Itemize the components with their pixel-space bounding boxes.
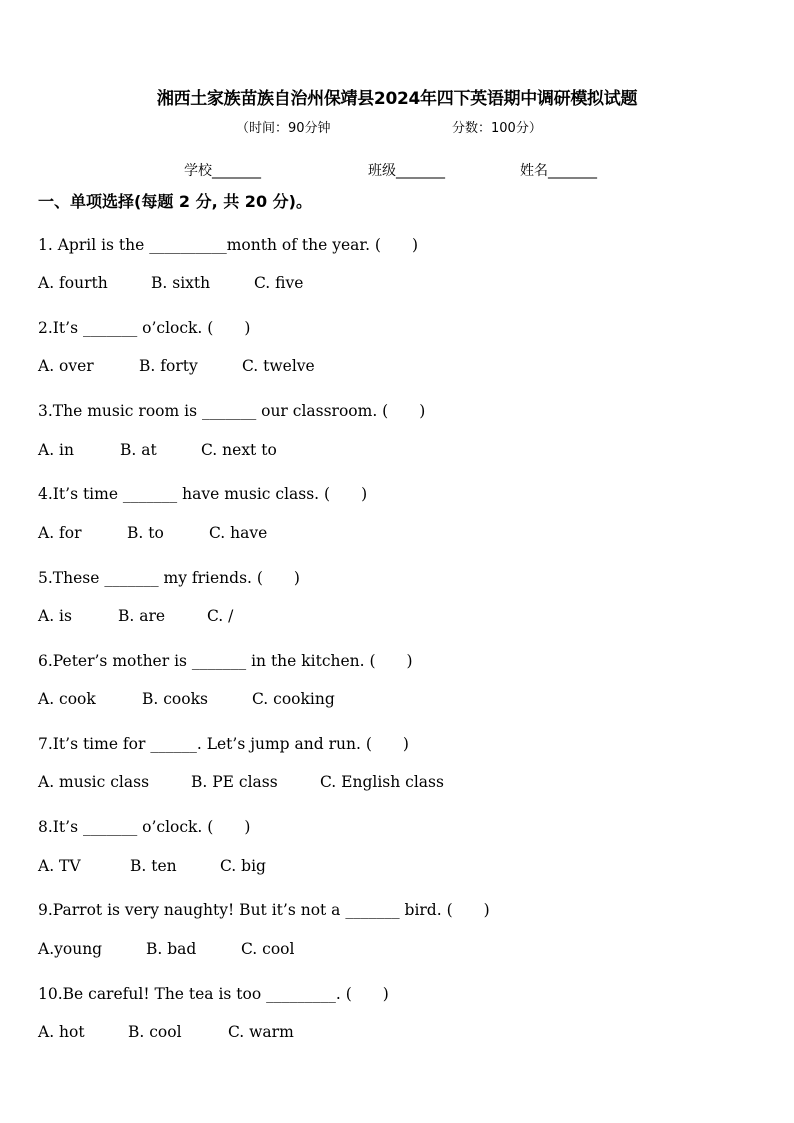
options-4 bbox=[38, 524, 267, 542]
options-3 bbox=[38, 441, 277, 459]
options-5 bbox=[38, 607, 233, 625]
option-b: B. PE class bbox=[191, 773, 278, 791]
option-c: C. warm bbox=[228, 1023, 294, 1041]
question-10: 10.Be careful! The tea is too _________. ( ) bbox=[38, 985, 389, 1003]
question-4: 4.It’s time _______ have music class. ( ) bbox=[38, 485, 368, 503]
option-b: B. at bbox=[120, 441, 157, 459]
option-c: C. / bbox=[207, 607, 234, 625]
option-a: A. fourth bbox=[38, 274, 108, 292]
option-c: C. English class bbox=[320, 773, 444, 791]
option-b: B. ten bbox=[130, 857, 177, 875]
question-2: 2.It’s _______ o’clock. ( ) bbox=[38, 319, 251, 337]
option-a: A. for bbox=[38, 524, 82, 542]
exam-title: 湘西土家族苗族自治州保靖县2024年四下英语期中调研模拟试题 bbox=[156, 89, 638, 109]
question-6: 6.Peter’s mother is _______ in the kitchen. ( ) bbox=[38, 652, 413, 670]
option-a: A.young bbox=[38, 940, 103, 958]
option-c: C. cool bbox=[241, 940, 295, 958]
option-a: A. in bbox=[38, 441, 74, 459]
options-1 bbox=[38, 274, 303, 292]
option-b: B. are bbox=[118, 607, 166, 625]
class-field: 班级_______ bbox=[368, 163, 445, 179]
option-c: C. cooking bbox=[252, 690, 335, 708]
option-c: C. have bbox=[209, 524, 268, 542]
exam-score: 分数：100分） bbox=[452, 121, 542, 136]
option-b: B. cooks bbox=[142, 690, 208, 708]
option-a: A. cook bbox=[38, 690, 96, 708]
option-c: C. next to bbox=[201, 441, 277, 459]
option-a: A. TV bbox=[38, 857, 81, 875]
question-1: 1. April is the __________month of the year. ( ) bbox=[38, 236, 419, 254]
exam-meta bbox=[236, 117, 542, 136]
options-7 bbox=[38, 773, 444, 791]
question-8: 8.It’s _______ o’clock. ( ) bbox=[38, 818, 251, 836]
school-field: 学校_______ bbox=[184, 163, 261, 179]
option-a: A. is bbox=[38, 607, 72, 625]
question-5: 5.These _______ my friends. ( ) bbox=[38, 569, 300, 587]
option-b: B. cool bbox=[128, 1023, 182, 1041]
option-b: B. forty bbox=[139, 357, 198, 375]
option-c: C. big bbox=[220, 857, 266, 875]
name-field: 姓名_______ bbox=[520, 163, 597, 179]
option-a: A. over bbox=[38, 357, 94, 375]
exam-time: （时间：90分钟 bbox=[236, 121, 331, 136]
options-10 bbox=[38, 1023, 294, 1041]
question-3: 3.The music room is _______ our classroom. ( ) bbox=[38, 402, 426, 420]
options-6 bbox=[38, 690, 335, 708]
option-b: B. sixth bbox=[151, 274, 211, 292]
question-7: 7.It’s time for ______. Let’s jump and run. ( ) bbox=[38, 735, 409, 753]
option-c: C. twelve bbox=[242, 357, 315, 375]
options-2 bbox=[38, 357, 315, 375]
option-b: B. bad bbox=[146, 940, 197, 958]
option-a: A. music class bbox=[38, 773, 150, 791]
options-9 bbox=[38, 940, 294, 958]
section-heading: 一、单项选择(每题 2 分, 共 20 分)。 bbox=[38, 192, 312, 211]
option-c: C. five bbox=[254, 274, 304, 292]
options-8 bbox=[38, 857, 266, 875]
option-b: B. to bbox=[127, 524, 164, 542]
option-a: A. hot bbox=[38, 1023, 85, 1041]
question-9: 9.Parrot is very naughty! But it’s not a _______ bird. ( ) bbox=[38, 901, 490, 919]
